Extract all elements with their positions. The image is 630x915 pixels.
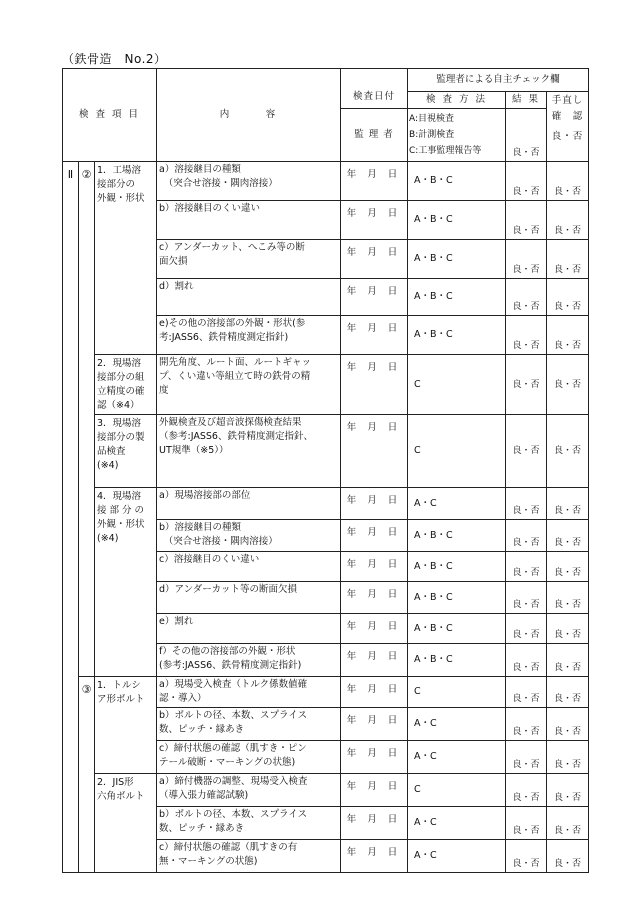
row-date: 年 月 日 <box>341 520 408 552</box>
row-fix: 良・否 <box>547 582 589 614</box>
row-content: a）現場溶接部の部位 <box>157 488 341 520</box>
row-content: c）溶接継目のくい違い <box>157 552 341 582</box>
row-content: d）アンダーカット等の断面欠損 <box>157 582 341 614</box>
document-title: （鉄骨造 No.2） <box>62 52 167 66</box>
row-date: 年 月 日 <box>341 807 408 840</box>
row-fix: 良・否 <box>547 614 589 644</box>
row-content: 開先角度、ルート面、ルートギャッ プ、くい違い等組立て時の鉄骨の精 度 <box>157 355 341 415</box>
group-label: 1．トルシ ア形ボルト <box>95 677 157 774</box>
table-row <box>63 415 589 488</box>
row-method: A・B・C <box>408 162 506 201</box>
row-result: 良・否 <box>506 201 547 240</box>
row-content: 外観検査及び超音波探傷検査結果 （参考:JASS6、鉄骨精度測定指針、 UT規準（※5）） <box>157 415 341 488</box>
row-content: b）ボルトの径、本数、スプライス 数、ピッチ・縁あき <box>157 708 341 741</box>
method-legend-c: C:工事監理報告等 <box>409 146 482 156</box>
row-fix: 良・否 <box>547 201 589 240</box>
row-method: C <box>408 355 506 415</box>
row-method: C <box>408 415 506 488</box>
header-result-value: 良・否 <box>506 109 547 162</box>
row-result: 良・否 <box>506 520 547 552</box>
row-content: a）締付機器の調整、現場受入検査 （導入張力確認試験) <box>157 774 341 807</box>
row-content: b）ボルトの径、本数、スプライス 数、ピッチ・縁あき <box>157 807 341 840</box>
row-fix: 良・否 <box>547 520 589 552</box>
row-result: 良・否 <box>506 355 547 415</box>
row-result: 良・否 <box>506 162 547 201</box>
category-roman: Ⅱ <box>63 162 79 873</box>
row-date: 年 月 日 <box>341 162 408 201</box>
row-method: C <box>408 677 506 708</box>
row-method: A・B・C <box>408 201 506 240</box>
row-result: 良・否 <box>506 807 547 840</box>
row-result: 良・否 <box>506 708 547 741</box>
row-result: 良・否 <box>506 240 547 279</box>
row-date: 年 月 日 <box>341 240 408 279</box>
row-date: 年 月 日 <box>341 552 408 582</box>
header-method: 検 査 方 法 <box>408 92 506 109</box>
group-label: 4．現場溶 接 部 分 の 外観・形状 (※4) <box>95 488 157 677</box>
row-fix: 良・否 <box>547 316 589 355</box>
row-result: 良・否 <box>506 415 547 488</box>
row-method: A・B・C <box>408 240 506 279</box>
row-fix: 良・否 <box>547 240 589 279</box>
row-date: 年 月 日 <box>341 614 408 644</box>
table-row <box>63 355 589 415</box>
row-content: a）溶接継目の種類 （突合せ溶接・隅肉溶接） <box>157 162 341 201</box>
row-fix: 良・否 <box>547 677 589 708</box>
group-label: 2．JIS形 六角ボルト <box>95 774 157 873</box>
row-method: C <box>408 774 506 807</box>
row-result: 良・否 <box>506 316 547 355</box>
row-result: 良・否 <box>506 614 547 644</box>
row-date: 年 月 日 <box>341 316 408 355</box>
row-content: c）アンダーカット、へこみ等の断 面欠損 <box>157 240 341 279</box>
group-label: 2．現場溶 接部分の組 立精度の確 認（※4） <box>95 355 157 415</box>
section-mark: ② <box>79 162 95 677</box>
row-method: A・B・C <box>408 644 506 677</box>
row-method: A・B・C <box>408 552 506 582</box>
header-self-check: 監理者による自主チェック欄 <box>408 69 589 92</box>
method-legend-a: A:目視検査 <box>409 114 455 124</box>
header-inspection-item: 検 査 項 目 <box>63 69 157 162</box>
row-content: c）締付状態の確認（肌すきの有 無・マーキングの状態) <box>157 840 341 873</box>
row-result: 良・否 <box>506 644 547 677</box>
row-result: 良・否 <box>506 677 547 708</box>
row-content: d）割れ <box>157 279 341 316</box>
row-fix: 良・否 <box>547 774 589 807</box>
row-fix: 良・否 <box>547 488 589 520</box>
row-method: A・C <box>408 741 506 774</box>
method-legend <box>408 109 506 162</box>
row-result: 良・否 <box>506 774 547 807</box>
row-date: 年 月 日 <box>341 840 408 873</box>
row-method: A・B・C <box>408 582 506 614</box>
row-result: 良・否 <box>506 741 547 774</box>
row-content: f）その他の溶接部の外観・形状 (参考:JASS6、鉄骨精度測定指針) <box>157 644 341 677</box>
table-row <box>63 677 589 708</box>
row-result: 良・否 <box>506 582 547 614</box>
header-inspection-date: 検査日付 <box>341 69 408 109</box>
section-mark: ③ <box>79 677 95 873</box>
row-method: A・C <box>408 708 506 741</box>
table-row <box>63 774 589 807</box>
row-fix: 良・否 <box>547 355 589 415</box>
row-date: 年 月 日 <box>341 774 408 807</box>
row-fix: 良・否 <box>547 415 589 488</box>
row-date: 年 月 日 <box>341 582 408 614</box>
row-date: 年 月 日 <box>341 355 408 415</box>
row-method: A・B・C <box>408 316 506 355</box>
row-content: e）割れ <box>157 614 341 644</box>
row-method: A・C <box>408 488 506 520</box>
row-method: A・B・C <box>408 614 506 644</box>
row-method: A・B・C <box>408 279 506 316</box>
row-fix: 良・否 <box>547 741 589 774</box>
header-fix-value: 良・否 <box>551 131 584 142</box>
row-result: 良・否 <box>506 552 547 582</box>
row-content: c）締付状態の確認（肌すき・ピン テール破断・マーキングの状態) <box>157 741 341 774</box>
row-fix: 良・否 <box>547 807 589 840</box>
row-content: b）溶接継目の種類 （突合せ溶接・隅肉溶接） <box>157 520 341 552</box>
row-date: 年 月 日 <box>341 741 408 774</box>
header-result: 結 果 <box>506 92 547 109</box>
row-fix: 良・否 <box>547 162 589 201</box>
group-label: 3．現場溶 接部分の製 品検査 (※4) <box>95 415 157 488</box>
group-label: 1．工場溶 接部分の 外観・形状 <box>95 162 157 355</box>
row-date: 年 月 日 <box>341 415 408 488</box>
header-fix-label: 手直し 確 認 <box>551 95 584 122</box>
row-result: 良・否 <box>506 488 547 520</box>
row-date: 年 月 日 <box>341 677 408 708</box>
inspection-table <box>62 68 589 873</box>
row-content: a）現場受入検査（トルク係数値確 認・導入） <box>157 677 341 708</box>
row-method: A・C <box>408 840 506 873</box>
row-date: 年 月 日 <box>341 644 408 677</box>
row-fix: 良・否 <box>547 279 589 316</box>
row-method: A・B・C <box>408 520 506 552</box>
row-content: e)その他の溶接部の外観・形状(参 考:JASS6、鉄骨精度測定指針) <box>157 316 341 355</box>
row-fix: 良・否 <box>547 552 589 582</box>
row-method: A・C <box>408 807 506 840</box>
row-result: 良・否 <box>506 840 547 873</box>
row-result: 良・否 <box>506 279 547 316</box>
header-fix <box>547 92 589 162</box>
row-date: 年 月 日 <box>341 708 408 741</box>
row-fix: 良・否 <box>547 840 589 873</box>
row-date: 年 月 日 <box>341 488 408 520</box>
row-date: 年 月 日 <box>341 201 408 240</box>
table-row <box>63 162 589 201</box>
table-row <box>63 488 589 520</box>
header-content: 内 容 <box>157 69 341 162</box>
method-legend-b: B:計測検査 <box>409 130 455 140</box>
row-date: 年 月 日 <box>341 279 408 316</box>
header-supervisor: 監 理 者 <box>341 109 408 162</box>
row-fix: 良・否 <box>547 708 589 741</box>
row-content: b）溶接継目のくい違い <box>157 201 341 240</box>
row-fix: 良・否 <box>547 644 589 677</box>
